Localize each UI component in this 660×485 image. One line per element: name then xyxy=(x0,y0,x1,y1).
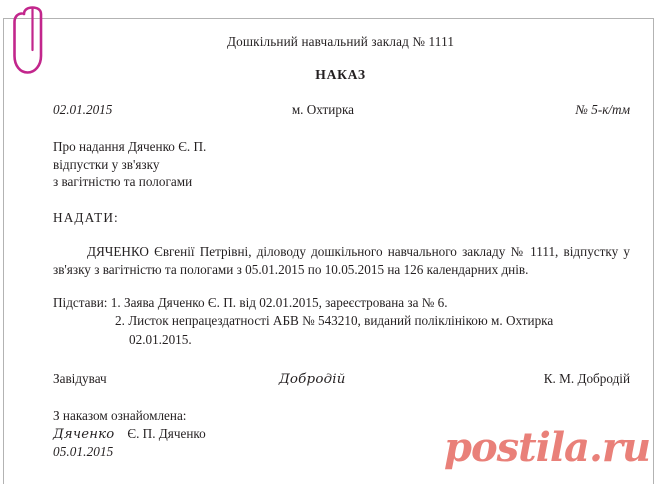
document-body xyxy=(3,18,654,484)
subject-line-1: Про надання Дяченко Є. П. xyxy=(53,139,207,154)
signature-row xyxy=(49,371,636,387)
order-body-paragraph: ДЯЧЕНКО Євгенії Петрівні, діловоду дошкільного навчального закладу № 1111, відпустку у зв'язку з вагітністю та пологами з 05.01.2015 по 10.05.2015 на 126 календарних днів. xyxy=(53,243,630,277)
order-heading: НАКАЗ xyxy=(315,67,366,82)
signer-name: К. М. Добродій xyxy=(543,370,630,386)
acknowledgement-handwritten: Дяченко xyxy=(53,426,115,442)
document-meta-row xyxy=(49,102,636,118)
document-date: 02.01.2015 xyxy=(53,102,113,117)
document-number: № 5-к/тм xyxy=(575,102,630,117)
signature-handwritten: Добродій xyxy=(278,371,346,387)
document-city: м. Охтирка xyxy=(291,102,355,117)
grounds-item-2: 2. Листок непрацездатності АБВ № 543210, виданий поліклінікою м. Охтирка xyxy=(115,313,554,329)
acknowledgement-typed-name: Є. П. Дяченко xyxy=(127,425,206,441)
postila-watermark: postila.ru xyxy=(444,424,651,471)
grounds-block xyxy=(49,294,636,349)
subject-line-3: з вагітністю та пологами xyxy=(53,174,193,190)
acknowledgement-date: 05.01.2015 xyxy=(53,444,114,460)
action-keyword: НАДАТИ: xyxy=(53,209,119,225)
grounds-item-1: Підстави: 1. Заява Дяченко Є. П. від 02.01.2015, зареєстрована за № 6. xyxy=(53,295,448,311)
subject-block xyxy=(49,138,636,191)
signer-position: Завідувач xyxy=(53,370,107,386)
grounds-item-2-continued: 02.01.2015. xyxy=(129,331,192,347)
acknowledgement-block xyxy=(49,407,636,461)
acknowledgement-heading: З наказом ознайомлена: xyxy=(53,407,187,423)
subject-line-2: відпустки у зв'язку xyxy=(53,156,160,172)
acknowledgement-signature-line xyxy=(53,425,636,444)
organization-title: Дошкільний навчальний заклад № 1111 xyxy=(226,34,455,49)
